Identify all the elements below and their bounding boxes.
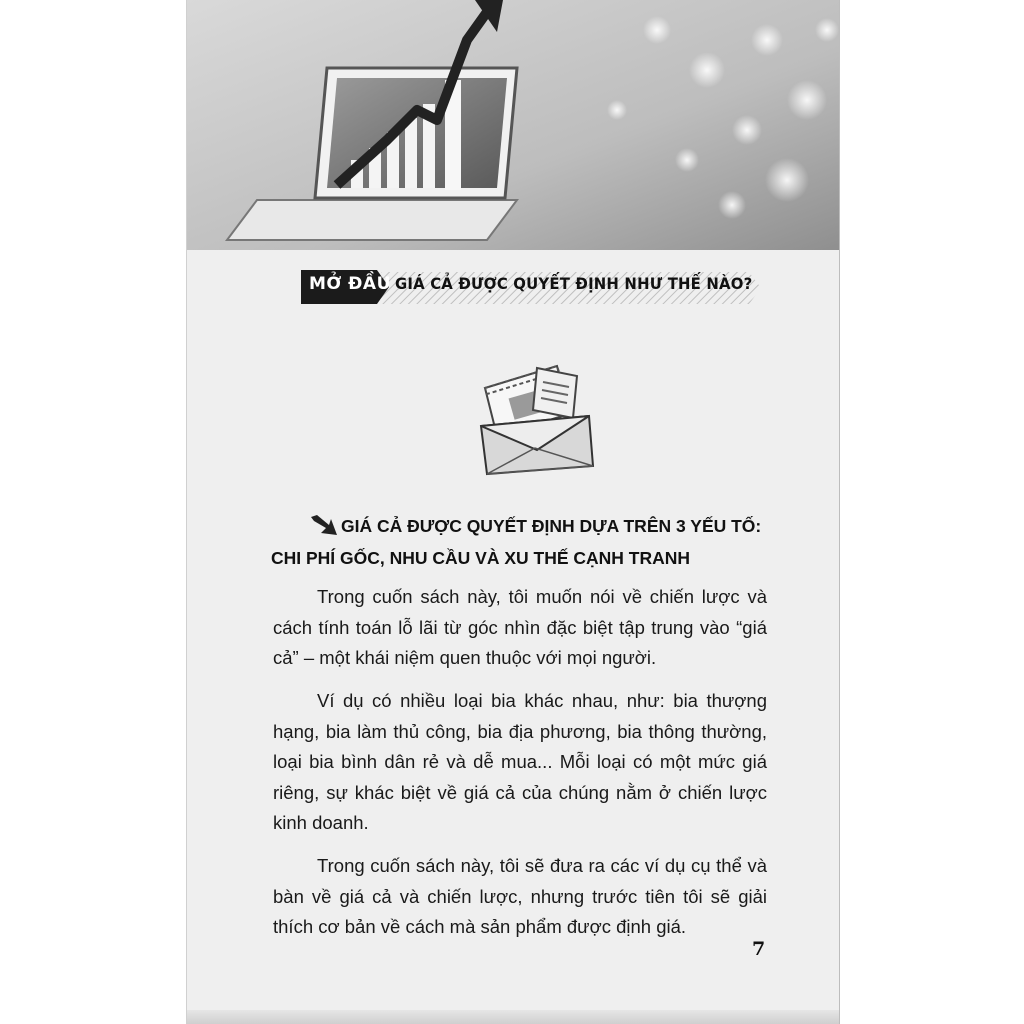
chapter-heading-band [291, 268, 761, 308]
book-page [186, 0, 840, 1024]
paragraph-1-text: Trong cuốn sách này, tôi muốn nói về chiến lược và cách tính toán lỗ lãi từ góc nhìn đặc biệt tập trung vào “giá cả” – một khái niệm quen thuộc với mọi người. [273, 586, 767, 668]
paragraph-2-text: Ví dụ có nhiều loại bia khác nhau, như: bia thượng hạng, bia làm thủ công, bia địa phương, bia thông thường, loại bia bình dân rẻ và dễ mua... Mỗi loại có một mức giá riêng, sự khác biệt về giá cả của chúng nằm ở chiến lược kinh doanh. [273, 690, 767, 833]
paragraph-3 [273, 851, 767, 943]
page-bottom-edge [187, 1010, 839, 1024]
chapter-title: GIÁ CẢ ĐƯỢC QUYẾT ĐỊNH NHƯ THẾ NÀO? [395, 274, 753, 293]
chapter-tag: MỞ ĐẦU [309, 274, 391, 294]
section-heading-line1: GIÁ CẢ ĐƯỢC QUYẾT ĐỊNH DỰA TRÊN 3 YẾU TỐ: [341, 516, 762, 536]
arrow-down-right-icon [311, 513, 337, 533]
section-heading [271, 510, 811, 574]
hero-laptop-chart-image [187, 0, 839, 250]
envelope-icon [477, 358, 597, 476]
paragraph-3-text: Trong cuốn sách này, tôi sẽ đưa ra các ví dụ cụ thể và bàn về giá cả và chiến lược, nhưng trước tiên tôi sẽ giải thích cơ bản về cách mà sản phẩm được định giá. [273, 855, 767, 937]
paragraph-1 [273, 582, 767, 674]
scan-margin [0, 0, 186, 1024]
section-heading-line2: CHI PHÍ GỐC, NHU CẦU VÀ XU THẾ CẠNH TRANH [271, 548, 691, 568]
page-number: 7 [752, 938, 766, 960]
paragraph-2 [273, 686, 767, 839]
